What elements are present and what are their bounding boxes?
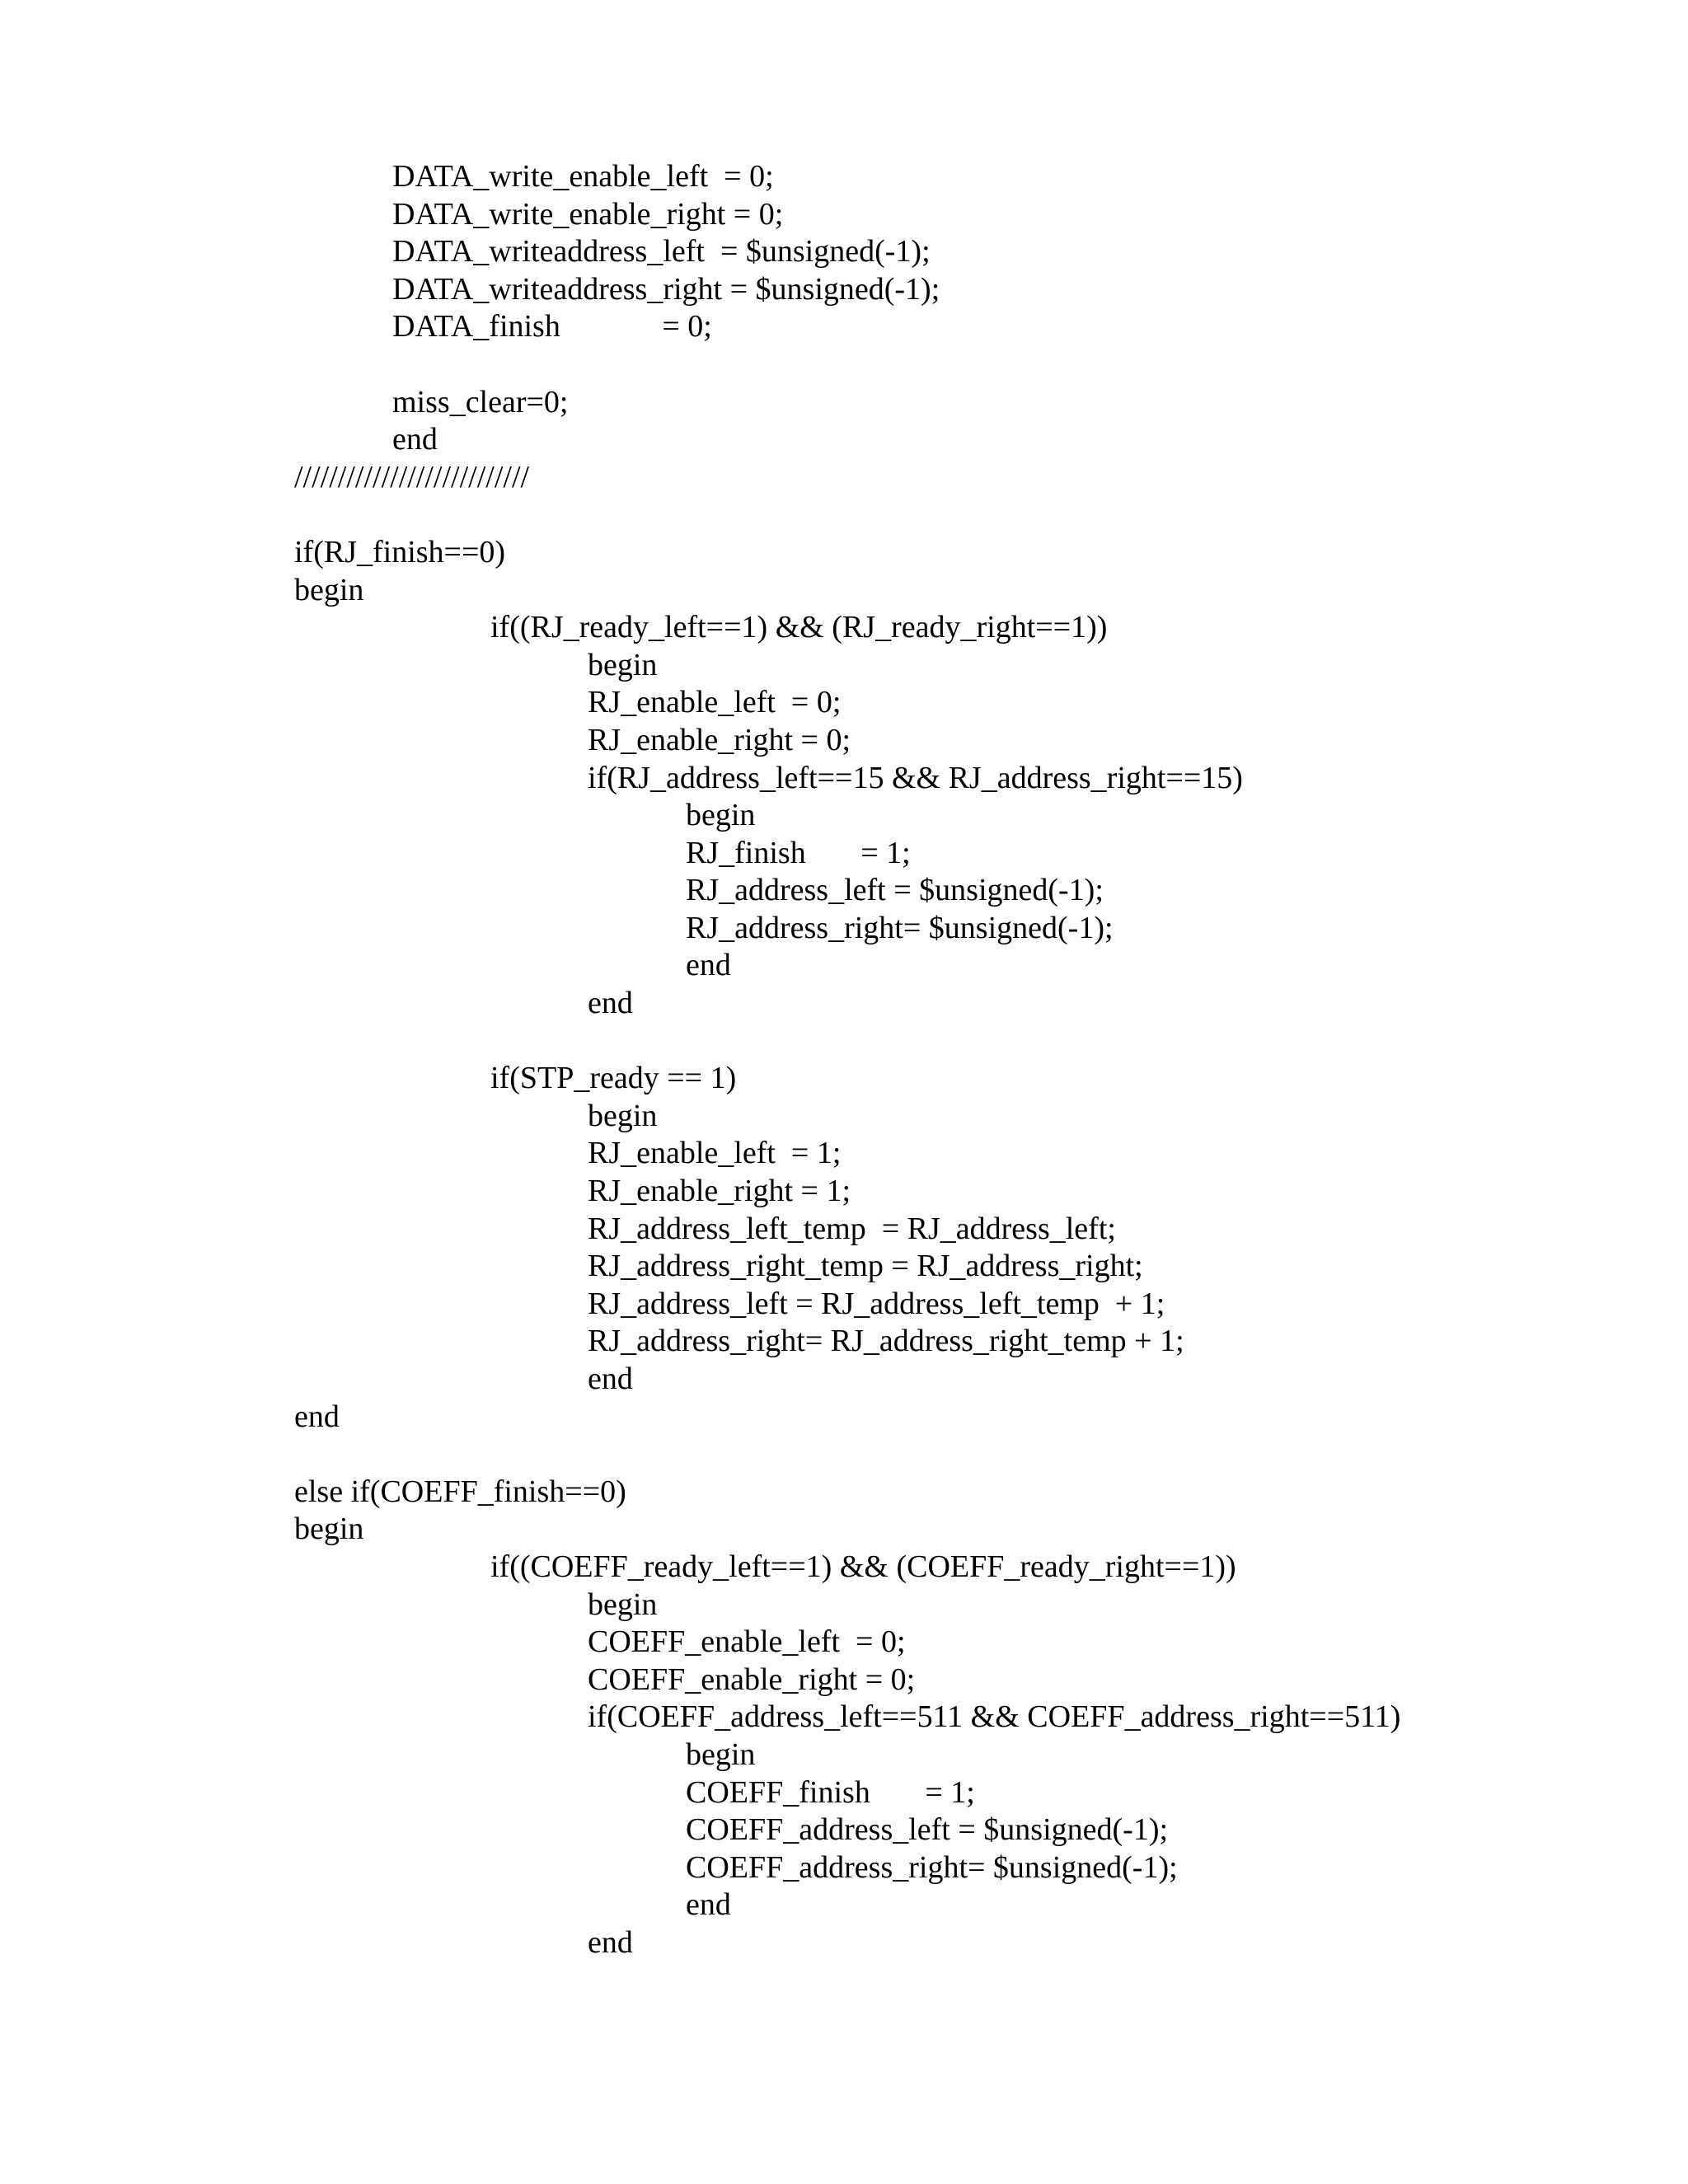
code-line <box>0 1248 1688 1286</box>
code-line-text: COEFF_address_left = $unsigned(-1); <box>686 1812 1169 1848</box>
code-line-text: begin <box>588 1586 658 1622</box>
code-line-text: RJ_finish = 1; <box>686 835 911 870</box>
code-line <box>0 1474 1688 1511</box>
code-line-text: DATA_finish = 0; <box>392 309 712 344</box>
code-line-text: RJ_address_left = $unsigned(-1); <box>686 873 1104 908</box>
verilog-code-block <box>0 158 1688 1962</box>
code-line <box>0 1323 1688 1361</box>
code-line <box>0 421 1688 459</box>
code-line-text: DATA_writeaddress_left = $unsigned(-1); <box>392 234 931 269</box>
code-line <box>0 572 1688 610</box>
code-line <box>0 1624 1688 1661</box>
code-line-text: if((RJ_ready_left==1) && (RJ_ready_right==1)) <box>490 610 1108 645</box>
code-line <box>0 1699 1688 1736</box>
code-line <box>0 1023 1688 1061</box>
code-line <box>0 609 1688 647</box>
code-line <box>0 496 1688 534</box>
code-line <box>0 1586 1688 1624</box>
code-line-text: RJ_address_left_temp = RJ_address_left; <box>588 1211 1116 1246</box>
code-line-text: begin <box>294 1511 364 1547</box>
code-line <box>0 1849 1688 1887</box>
code-line <box>0 308 1688 346</box>
code-line-text: if(RJ_finish==0) <box>294 534 506 569</box>
code-line-text: DATA_write_enable_left = 0; <box>392 159 774 194</box>
code-line <box>0 910 1688 948</box>
code-line <box>0 534 1688 572</box>
code-line <box>0 1886 1688 1924</box>
code-line <box>0 647 1688 685</box>
code-line-text: begin <box>686 1736 756 1772</box>
code-line <box>0 346 1688 384</box>
code-line-text: RJ_enable_left = 1; <box>588 1136 842 1171</box>
code-line-text: begin <box>294 572 364 607</box>
code-line <box>0 1098 1688 1136</box>
code-line <box>0 1924 1688 1962</box>
code-line-text: begin <box>588 647 658 682</box>
code-line-text: if(COEFF_address_left==511 && COEFF_address_right==511) <box>588 1699 1401 1735</box>
code-line-text: DATA_writeaddress_right = $unsigned(-1); <box>392 271 940 307</box>
code-line-text: RJ_address_left = RJ_address_left_temp + 1; <box>588 1286 1165 1321</box>
code-line-text: RJ_address_right= $unsigned(-1); <box>686 910 1114 945</box>
code-line-text: /////////////////////////// <box>294 459 530 494</box>
code-line <box>0 1173 1688 1211</box>
code-line <box>0 1774 1688 1812</box>
code-line <box>0 384 1688 422</box>
code-line-text: if((COEFF_ready_left==1) && (COEFF_ready_right==1)) <box>490 1549 1236 1584</box>
code-line-text: begin <box>686 798 756 833</box>
code-line-text: end <box>588 986 633 1021</box>
code-line <box>0 760 1688 798</box>
code-line <box>0 271 1688 309</box>
code-line <box>0 872 1688 910</box>
code-line <box>0 1060 1688 1098</box>
code-line <box>0 722 1688 760</box>
code-line-text: end <box>588 1361 633 1396</box>
code-line-text: DATA_write_enable_right = 0; <box>392 196 784 232</box>
code-line-text: end <box>588 1924 633 1960</box>
code-line-text: begin <box>588 1098 658 1133</box>
code-line <box>0 158 1688 196</box>
code-line <box>0 835 1688 873</box>
code-line <box>0 1549 1688 1586</box>
code-line-text: COEFF_address_right= $unsigned(-1); <box>686 1849 1178 1885</box>
code-line <box>0 233 1688 271</box>
code-line-text: miss_clear=0; <box>392 384 569 419</box>
code-line-text: RJ_enable_right = 0; <box>588 722 851 757</box>
code-line <box>0 1135 1688 1173</box>
code-line-text: if(RJ_address_left==15 && RJ_address_right==15) <box>588 760 1243 795</box>
code-line-text: RJ_enable_left = 0; <box>588 685 842 720</box>
code-line <box>0 797 1688 835</box>
code-line <box>0 1211 1688 1249</box>
code-line <box>0 684 1688 722</box>
code-line <box>0 1286 1688 1324</box>
code-line-text: end <box>392 422 438 457</box>
code-line-text: end <box>294 1399 340 1434</box>
code-line-text: COEFF_enable_left = 0; <box>588 1624 906 1660</box>
code-line <box>0 459 1688 497</box>
code-line <box>0 1661 1688 1699</box>
code-line-text: if(STP_ready == 1) <box>490 1061 737 1096</box>
code-line <box>0 1811 1688 1849</box>
code-line <box>0 947 1688 985</box>
code-line <box>0 1399 1688 1436</box>
code-line-text: COEFF_finish = 1; <box>686 1774 975 1810</box>
code-line <box>0 1436 1688 1474</box>
code-line-text: else if(COEFF_finish==0) <box>294 1474 626 1509</box>
code-line-text: COEFF_enable_right = 0; <box>588 1661 916 1697</box>
code-line <box>0 1511 1688 1549</box>
code-line <box>0 1361 1688 1399</box>
code-line <box>0 985 1688 1023</box>
code-line <box>0 196 1688 234</box>
code-line-text: RJ_address_right= RJ_address_right_temp + 1; <box>588 1324 1184 1359</box>
code-line-text: RJ_enable_right = 1; <box>588 1174 851 1209</box>
code-line-text: end <box>686 1887 731 1923</box>
code-line-text: RJ_address_right_temp = RJ_address_right; <box>588 1249 1143 1284</box>
code-line <box>0 1736 1688 1774</box>
code-line-text: end <box>686 948 731 983</box>
